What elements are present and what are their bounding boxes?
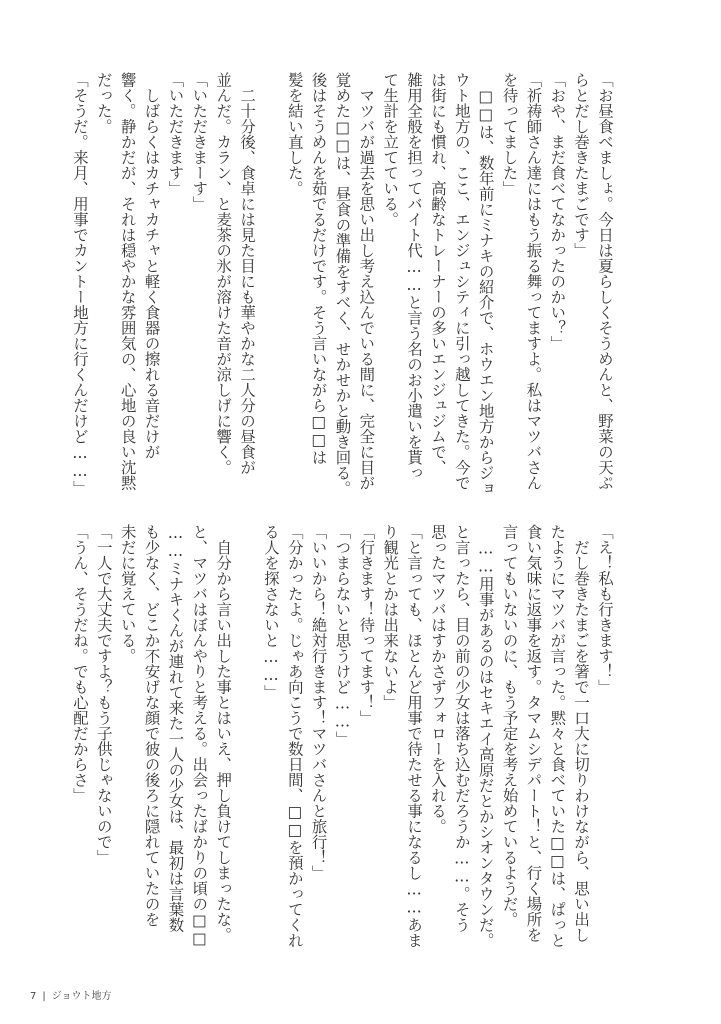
text-column: だし巻きたまごを箸で一口大に切りわけながら、思い出し: [572, 524, 591, 943]
text-column: □□は、数年前にミナキの紹介で、ホウエン地方からジョ: [476, 72, 495, 496]
text-column: たようにマツバが言った。黙々と食べていた□□は、ぱっと: [548, 524, 567, 948]
text-column: しばらくはカチャカチャと軽く食器の擦れる音だけが: [142, 72, 161, 460]
text-column: 「うん、そうだね。でも心配だからさ」: [71, 524, 89, 803]
text-column: 「いただきまーす」: [190, 72, 209, 212]
text-column: 「いいから！絶対行きます！マツバさんと旅行！」: [309, 524, 328, 881]
text-column: マツバが過去を思い出し考え込んでいる間に、完全に目が: [357, 72, 376, 491]
text-column: 覚めた□□は、昼食の準備をすべく、せかせかと動き回る。: [333, 72, 352, 496]
text-column: 言ってもいないのに、もう予定を考え始めているようだ。: [500, 524, 519, 927]
text-column: ……ミナキくんが連れて来た一人の少女は、最初は言葉数: [166, 524, 185, 933]
text-column: 「一人で大丈夫ですよ？もう子供じゃないので」: [94, 524, 113, 865]
text-column: と言ったら、目の前の少女は落ち込むだろうか……。そう: [452, 524, 471, 933]
page-number: 7: [30, 991, 37, 1002]
text-column: 響く。静かだが、それは穏やかな雰囲気の、心地の良い沈黙: [118, 72, 137, 491]
text-column: 「え！私も行きます！」: [596, 524, 614, 695]
text-column: 二十分後、食卓には見た目にも華やかな二人分の昼食が: [238, 72, 257, 475]
text-column: 自分から言い出した事とはいえ、押し負けてしまったな。: [214, 524, 233, 943]
text-column: 「おや、まだ食べてなかったのかい？」: [548, 72, 567, 351]
text-column: り観光とかは出来ないよ」: [381, 524, 400, 710]
text-column: 「つまらないと思うけど……」: [333, 524, 352, 747]
text-column: は街にも慣れ、高齢なトレーナーの多いエンジュジムで、: [428, 72, 447, 475]
text-column: 髪を結い直した。: [285, 72, 304, 196]
text-column: ……用事があるのはセキエイ高原だとかシオンタウンだ。: [476, 524, 495, 948]
text-column: と、マツバはぼんやりと考える。出会ったばかりの頃の□□: [190, 524, 209, 948]
text-column: 「行きます！待ってます！」: [357, 524, 376, 726]
text-column: だった。: [94, 72, 113, 134]
text-column: らとだし巻きたまごです」: [572, 72, 591, 258]
text-column: 「と言っても、ほとんど用事で待たせる事になるし……あま: [405, 524, 424, 948]
text-column: 「お昼食べましょ。今日は夏らしくそうめんと、野菜の天ぷ: [596, 72, 614, 491]
text-column: 「祈祷師さん達にはもう振る舞ってますよ。私はマツバさん: [524, 72, 543, 491]
text-column: ウト地方の、ここ、エンジュシティに引っ越してきた。今で: [452, 72, 471, 491]
text-column: 雑用全般を担ってバイト代……と言う名のお小遣いを貰っ: [405, 72, 424, 481]
text-column: 思ったマツバはすかさずフォローを入れる。: [428, 524, 447, 834]
text-column: を待ってました」: [500, 72, 519, 196]
text-column: 未だに覚えている。: [118, 524, 137, 664]
text-column: 食い気味に返事を返す。タマムシデパート！と、行く場所を: [524, 524, 543, 943]
page-footer: [30, 987, 112, 1002]
footer-separator: |: [42, 991, 46, 1002]
text-column: 後はそうめんを茹でるだけです。そう言いながら□□は: [309, 72, 328, 465]
text-column: 並んだ。カラン、と麦茶の氷が溶けた音が涼しげに響く。: [214, 72, 233, 475]
text-column: 「分かったよ。じゃあ向こうで数日間、□□を預かってくれ: [285, 524, 304, 948]
section-title: ジョウト地方: [51, 991, 112, 1002]
text-column: て生計を立てている。: [381, 72, 400, 227]
text-column: も少なく、どこか不安げな顔で彼の後ろに隠れていたのを: [142, 524, 161, 927]
text-column: る人を探さないと……」: [261, 524, 280, 700]
text-column: 「いただきます」: [166, 72, 185, 196]
text-column: 「そうだ。来月、用事でカントー地方に行くんだけど……」: [71, 72, 89, 496]
